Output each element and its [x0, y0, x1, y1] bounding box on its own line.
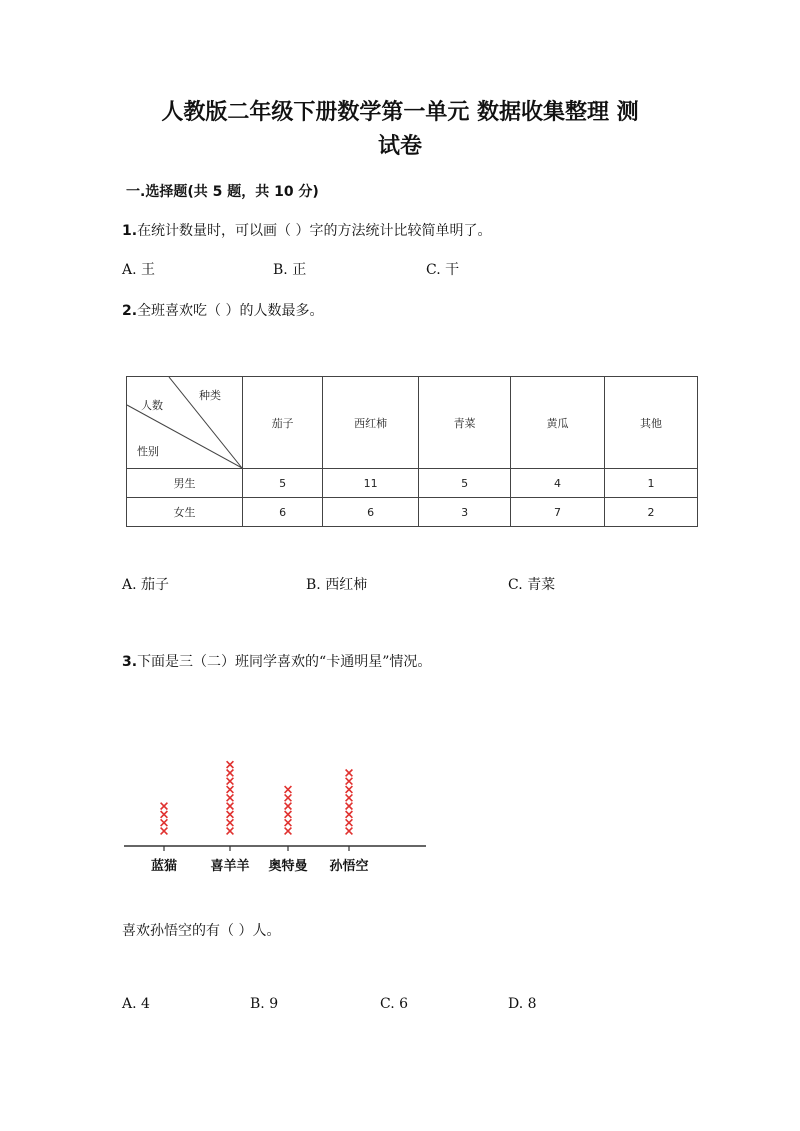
q1-option-a[interactable]: A. 王	[122, 262, 156, 278]
category-label: 喜羊羊	[210, 859, 250, 874]
row-label: 男生	[127, 469, 243, 498]
tally-mark	[346, 786, 353, 793]
tally-mark	[346, 794, 353, 801]
row-label: 女生	[127, 498, 243, 527]
tally-mark	[227, 819, 234, 826]
table-diagonal-header	[127, 377, 243, 469]
question-number: 3.	[122, 654, 138, 670]
tally-mark	[227, 794, 234, 801]
tally-mark	[346, 828, 353, 835]
header-category: 种类	[199, 389, 221, 402]
column-header: 其他	[605, 377, 698, 469]
tally-mark	[161, 828, 168, 835]
table-cell: 5	[243, 469, 323, 498]
question-3-prompt: 喜欢孙悟空的有（ ）人。	[122, 923, 281, 939]
question-3	[122, 651, 431, 671]
column-header: 青菜	[419, 377, 511, 469]
tally-mark	[285, 811, 292, 818]
tally-mark	[227, 803, 234, 810]
table-cell: 6	[243, 498, 323, 527]
tally-mark	[285, 828, 292, 835]
q3-option-a[interactable]: A. 4	[122, 996, 150, 1012]
page-title-line2: 试卷	[377, 134, 422, 159]
table-cell: 5	[419, 469, 511, 498]
table-cell: 3	[419, 498, 511, 527]
q2-option-b[interactable]: B. 西红柿	[306, 577, 368, 593]
tally-mark	[285, 794, 292, 801]
table-cell: 2	[605, 498, 698, 527]
q1-option-b[interactable]: B. 正	[273, 262, 307, 278]
tally-mark	[285, 819, 292, 826]
q3-option-d[interactable]: D. 8	[508, 996, 537, 1012]
question-2	[122, 300, 324, 320]
question-number: 1.	[122, 223, 138, 239]
q3-option-c[interactable]: C. 6	[380, 996, 409, 1012]
q2-option-c[interactable]: C. 青菜	[508, 577, 556, 593]
cartoon-star-pictograph	[0, 720, 800, 880]
column-header: 黄瓜	[511, 377, 605, 469]
category-label: 孙悟空	[329, 859, 369, 874]
table-row	[127, 469, 698, 498]
tally-mark	[346, 811, 353, 818]
tally-mark	[285, 786, 292, 793]
question-text: 全班喜欢吃（ ）的人数最多。	[137, 303, 324, 319]
tally-mark	[161, 811, 168, 818]
q3-option-b[interactable]: B. 9	[250, 996, 279, 1012]
tally-mark	[346, 770, 353, 777]
section-heading: 一.选择题(共 5 题，共 10 分)	[126, 184, 319, 200]
category-label: 奥特曼	[268, 859, 308, 874]
question-text: 在统计数量时，可以画（ ）字的方法统计比较简单明了。	[137, 223, 492, 239]
column-header: 西红柿	[323, 377, 419, 469]
tally-mark	[227, 778, 234, 785]
tally-mark	[161, 803, 168, 810]
table-cell: 7	[511, 498, 605, 527]
tally-mark	[227, 770, 234, 777]
question-text: 下面是三（二）班同学喜欢的“卡通明星”情况。	[137, 654, 432, 670]
table-row	[127, 498, 698, 527]
tally-mark	[227, 761, 234, 768]
tally-mark	[346, 819, 353, 826]
table-cell: 4	[511, 469, 605, 498]
q2-option-a[interactable]: A. 茄子	[122, 577, 170, 593]
table-cell: 6	[323, 498, 419, 527]
vegetable-preference-table	[126, 376, 698, 527]
tally-mark	[227, 828, 234, 835]
column-header: 茄子	[243, 377, 323, 469]
header-gender: 性别	[137, 445, 159, 458]
q1-option-c[interactable]: C. 干	[426, 262, 460, 278]
tally-mark	[285, 803, 292, 810]
tally-mark	[227, 811, 234, 818]
page-title-line1: 人教版二年级下册数学第一单元 数据收集整理 测	[161, 100, 639, 125]
category-label: 蓝猫	[150, 859, 178, 874]
tally-mark	[346, 778, 353, 785]
question-number: 2.	[122, 303, 138, 319]
tally-mark	[346, 803, 353, 810]
table-cell: 11	[323, 469, 419, 498]
table-cell: 1	[605, 469, 698, 498]
tally-mark	[161, 819, 168, 826]
header-count: 人数	[141, 399, 163, 412]
tally-mark	[227, 786, 234, 793]
question-1	[122, 220, 492, 240]
